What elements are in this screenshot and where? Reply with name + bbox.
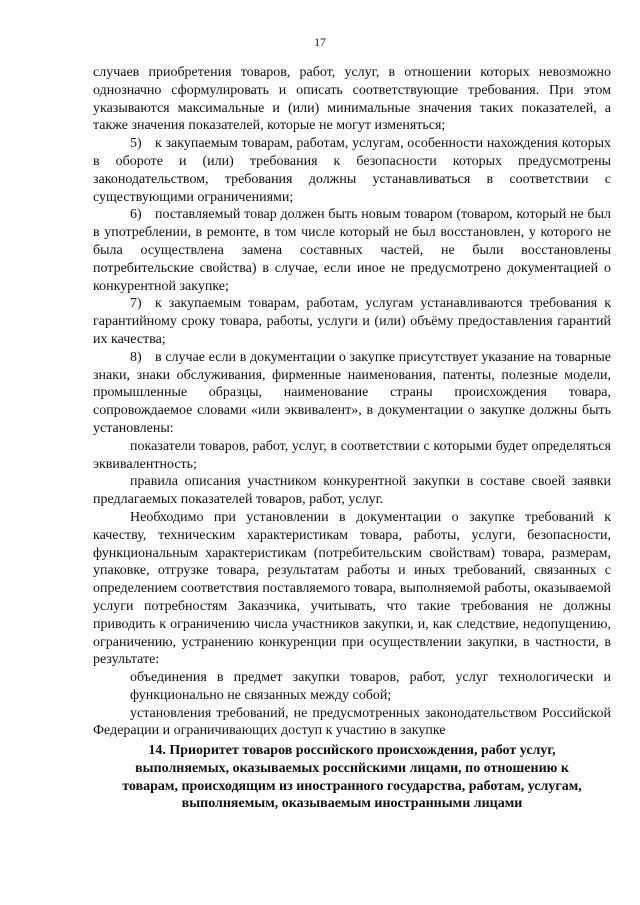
list-item-6	[93, 206, 611, 295]
list-item-text: к закупаемым товарам, работам, услугам устанавливаются требования к гарантийному сроку товара, работы, услуги и (или) объёму предоставления гарантий их качества;	[93, 296, 611, 347]
section-heading-line: выполняемым, оказываемым иностранными лицами	[181, 796, 523, 812]
paragraph-requirements: Необходимо при установлении в документации о закупке требований к качеству, техническим характеристикам товара, работы, услуги, безопасности, функциональным характеристикам (потребительским свойствам) товара, размерам, упаковке, отгрузке товара, результатам работы и иных требований, связанных с определением соответствия поставляемого товара, выполняемой работы, оказываемой услуги потребностям Заказчика, учитывать, что такие требования не должны приводить к ограничению числа участников закупки, и, как следствие, недопущению, ограничению, устранению конкуренции при осуществлении закупки, в частности, в результате:	[93, 509, 611, 668]
list-item-7	[93, 295, 611, 348]
paragraph-establishing-requirements: установления требований, не предусмотренных законодательством Российской Федерации и ограничивающих доступ к участию в закупке	[93, 705, 611, 739]
body-text	[93, 64, 611, 740]
paragraph-equivalence-indicators: показатели товаров, работ, услуг, в соответствии с которыми будет определяться эквивалентность;	[93, 438, 611, 472]
section-heading	[88, 742, 616, 813]
list-number: 6)	[130, 207, 142, 223]
list-item-text: к закупаемым товарам, работам, услугам, особенности нахождения которых в обороте и (или) требования к безопасности которых предусмотрены законодательством, требования должны устанавливаться в соответствии с существующими ограничениями;	[93, 136, 611, 205]
section-heading-line: товарам, происходящим из иностранного государства, работам, услугам,	[122, 778, 582, 794]
list-item-text: поставляемый товар должен быть новым товаром (товаром, который не был в употреблении, в ремонте, в том числе который не был восстановлен, у которого не была осуществлена замена составных частей, не были восстановлены потребительские свойства) в случае, если иное не предусмотрено документацией о конкурентной закупке;	[93, 207, 611, 294]
list-item-8	[93, 349, 611, 438]
section-heading-line: 14. Приоритет товаров российского происхождения, работ услуг,	[148, 743, 556, 758]
list-number: 5)	[130, 136, 142, 152]
page-number: 17	[314, 37, 326, 49]
paragraph-description-rules: правила описания участником конкурентной закупки в составе своей заявки предлагаемых показателей товаров, работ, услуг.	[93, 474, 611, 508]
section-heading-line: выполняемых, оказываемых российскими лицами, по отношению к	[135, 760, 569, 776]
list-item-5	[93, 135, 611, 206]
list-number: 7)	[130, 296, 142, 312]
paragraph-combining: объединения в предмет закупки товаров, работ, услуг технологически и функционально не связанных между собой;	[130, 670, 611, 703]
list-item-text: в случае если в документации о закупке присутствует указание на товарные знаки, знаки обслуживания, фирменные наименования, патенты, полезные модели, промышленные образцы, наименование страны происхождения товара, сопровождаемое словами «или эквивалент», в документации о закупке должны быть установлены:	[93, 349, 611, 436]
list-number: 8)	[130, 349, 142, 365]
paragraph-continuation: случаев приобретения товаров, работ, услуг, в отношении которых невозможно однозначно сформулировать и описать соответствующие требования. При этом указываются максимальные и (или) минимальные значения таких показателей, а также значения показателей, которые не могут изменяться;	[93, 65, 611, 134]
